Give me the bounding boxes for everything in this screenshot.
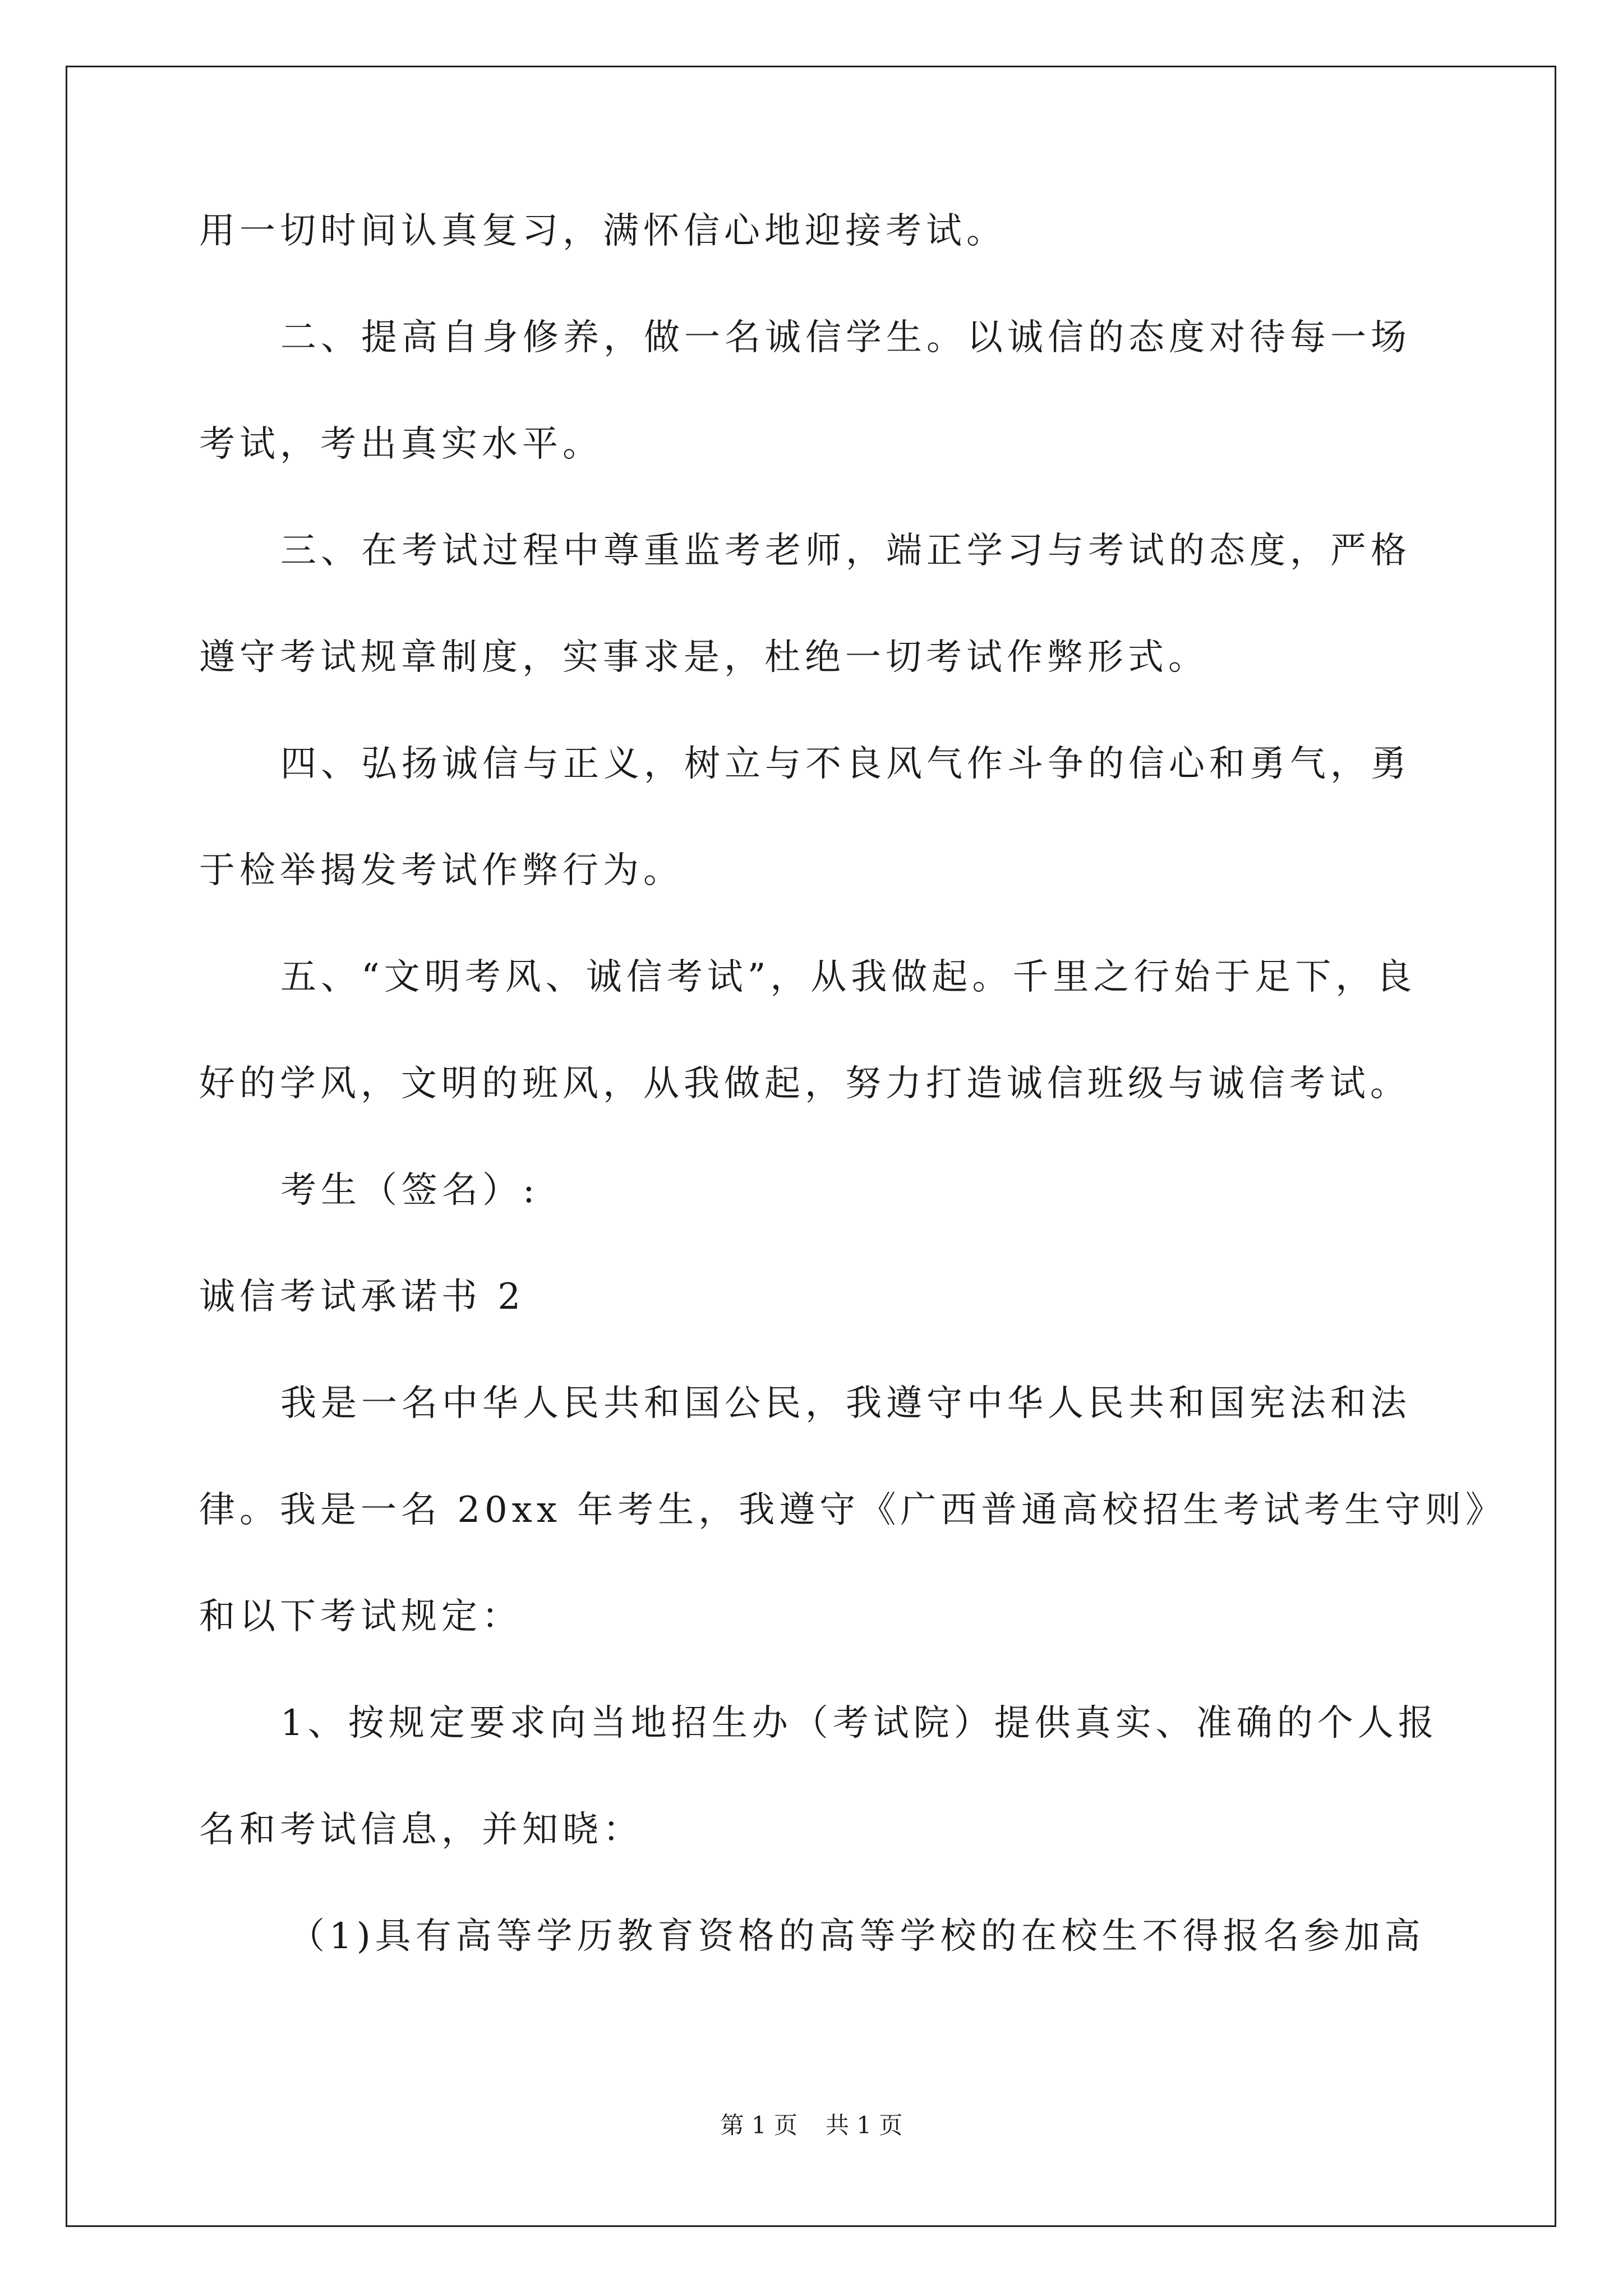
page-border <box>66 66 1556 2227</box>
text-line: 律。我是一名 20xx 年考生，我遵守《广西普通高校招生考试考生守则》 <box>199 1489 1506 1531</box>
text-line: 和以下考试规定： <box>199 1596 522 1637</box>
page-footer <box>0 2111 1623 2139</box>
text-line: 考试，考出真实水平。 <box>199 424 603 465</box>
section-title: 诚信考试承诺书 2 <box>199 1276 525 1318</box>
text-line: 于检举揭发考试作弊行为。 <box>199 850 684 891</box>
page-total: 共 1 页 <box>826 2111 903 2139</box>
text-line: 二、提高自身修养，做一名诚信学生。以诚信的态度对待每一场 <box>280 317 1411 358</box>
text-line: 遵守考试规章制度，实事求是，杜绝一切考试作弊形式。 <box>199 637 1209 678</box>
text-line: 我是一名中华人民共和国公民，我遵守中华人民共和国宪法和法 <box>280 1383 1411 1424</box>
text-line: （1)具有高等学历教育资格的高等学校的在校生不得报名参加高 <box>289 1916 1425 1957</box>
text-line: 用一切时间认真复习，满怀信心地迎接考试。 <box>199 210 1007 252</box>
text-line: 名和考试信息，并知晓： <box>199 1809 643 1851</box>
text-line: 三、在考试过程中尊重监考老师，端正学习与考试的态度，严格 <box>280 530 1411 572</box>
signature-line: 考生（签名）: <box>280 1170 540 1211</box>
text-line: 五、“文明考风、诚信考试”，从我做起。千里之行始于足下，良 <box>280 956 1417 998</box>
text-line: 四、弘扬诚信与正义，树立与不良风气作斗争的信心和勇气，勇 <box>280 743 1411 785</box>
text-line: 好的学风，文明的班风，从我做起，努力打造诚信班级与诚信考试。 <box>199 1063 1410 1105</box>
text-line: 1、按规定要求向当地招生办（考试院）提供真实、准确的个人报 <box>280 1703 1438 1744</box>
page-number: 第 1 页 <box>720 2111 797 2139</box>
